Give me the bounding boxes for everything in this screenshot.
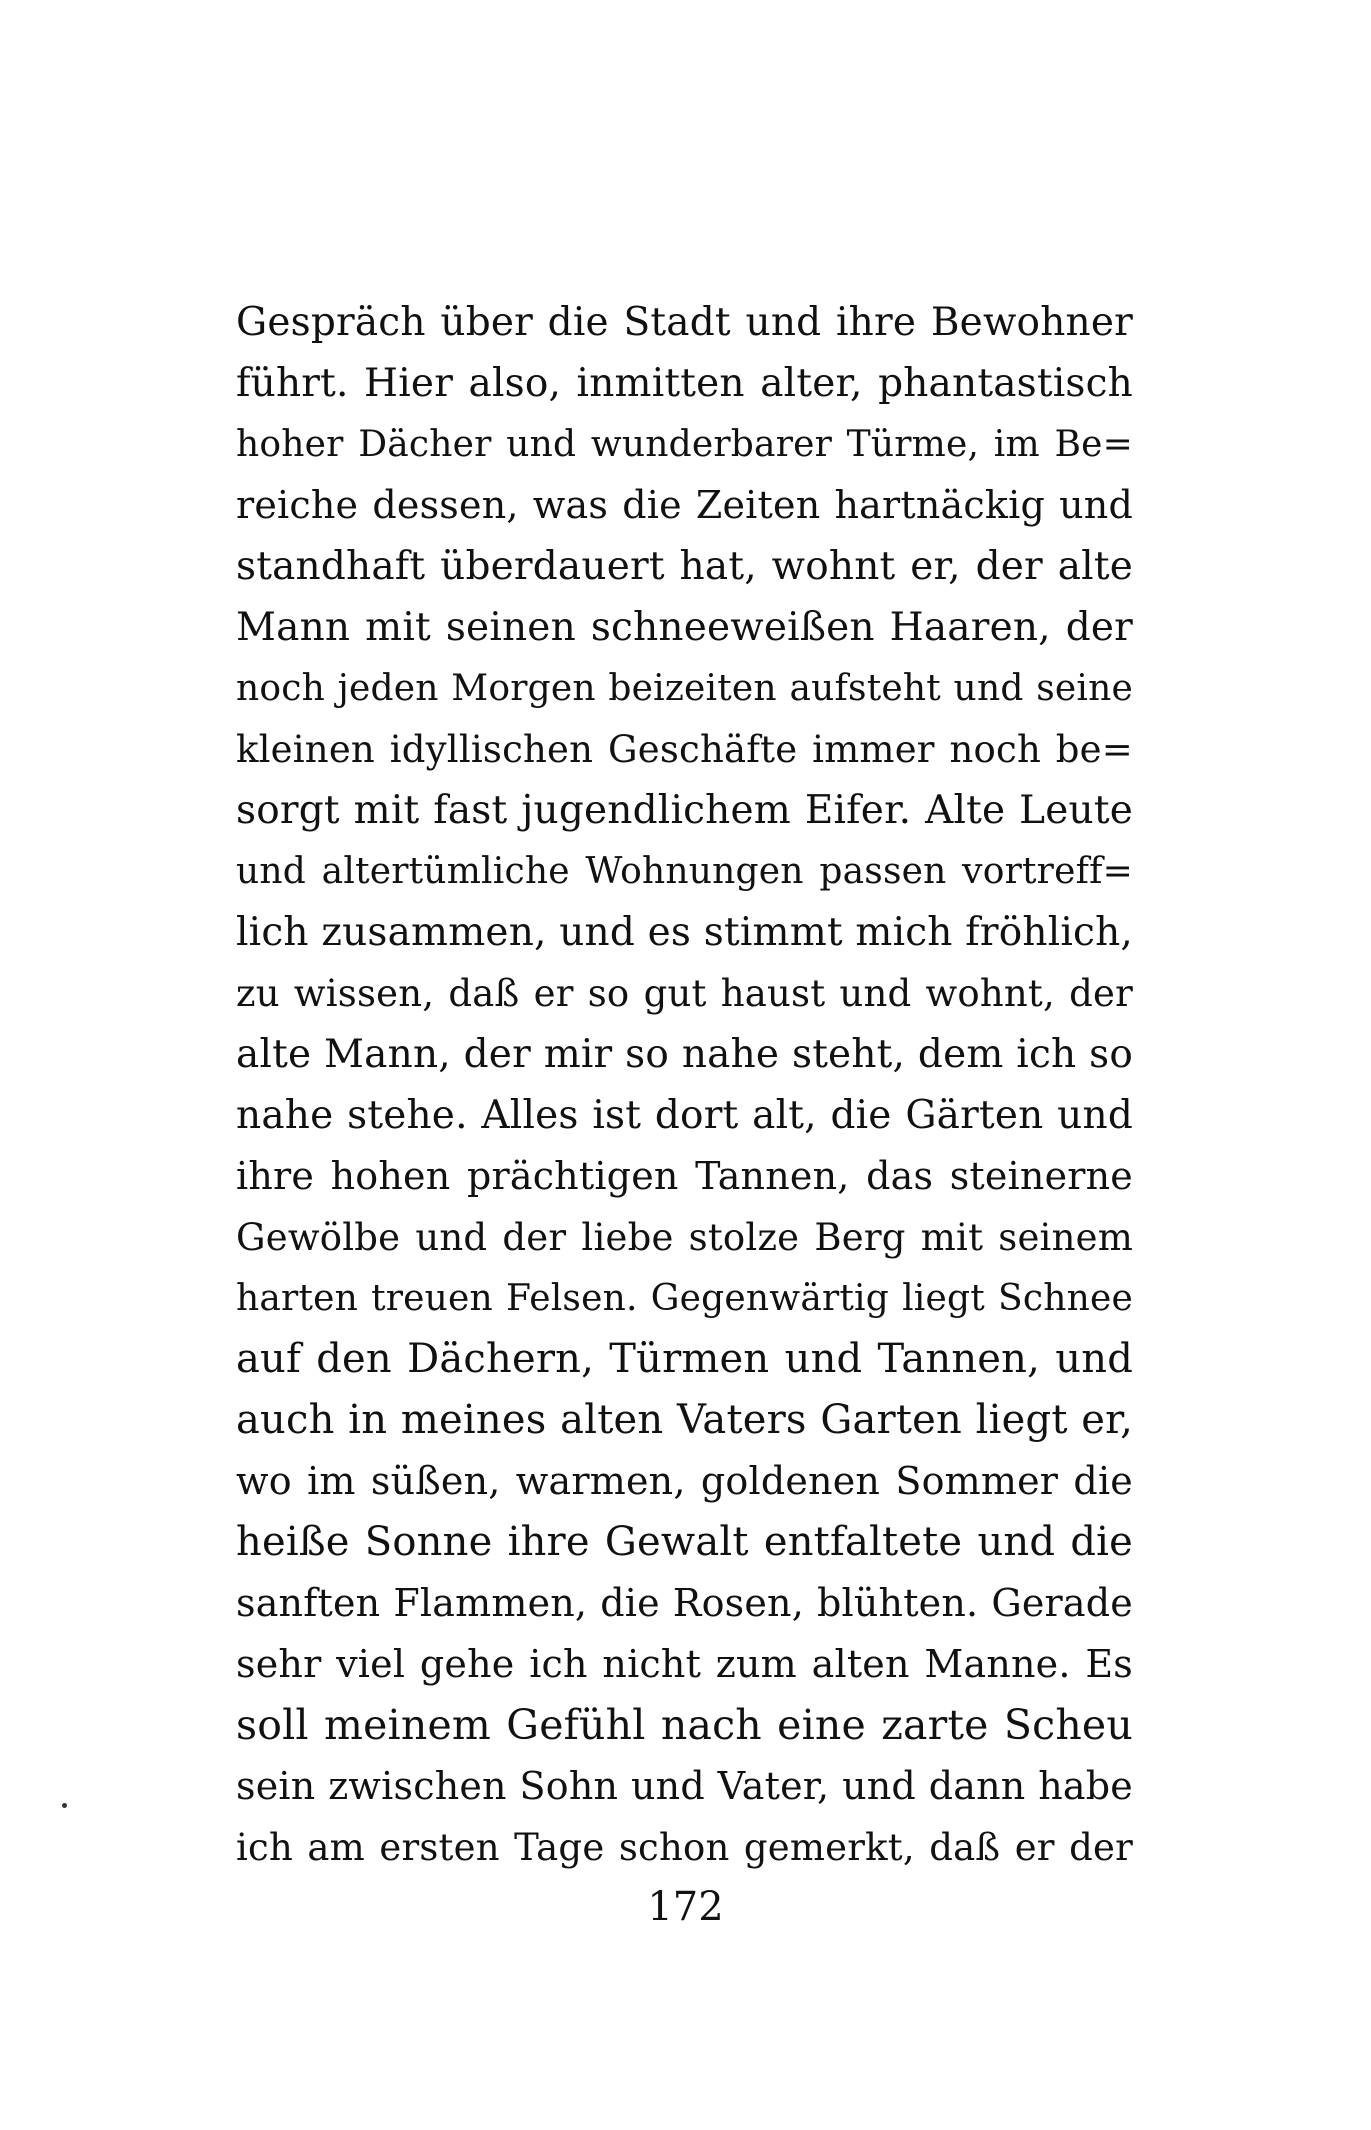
text-line-25: sein zwischen Sohn und Vater, und dann habe (236, 1764, 1133, 1808)
text-line-9: sorgt mit fast jugendlichem Eifer. Alte Leute (236, 788, 1133, 833)
paper-speck (62, 1803, 67, 1808)
text-line-1: Gespräch über die Stadt und ihre Bewohner (236, 300, 1133, 345)
text-line-17: harten treuen Felsen. Gegenwärtig liegt Schnee (236, 1278, 1133, 1319)
text-line-22: sanften Flammen, die Rosen, blühten. Gerade (236, 1581, 1133, 1625)
text-line-13: alte Mann, der mir so nahe steht, dem ich so (236, 1032, 1133, 1077)
text-line-15: ihre hohen prächtigen Tannen, das steinerne (236, 1154, 1133, 1198)
text-line-24: soll meinem Gefühl nach eine zarte Scheu (236, 1701, 1133, 1749)
text-line-19: auch in meines alten Vaters Garten liegt er, (236, 1397, 1133, 1443)
text-line-21: heiße Sonne ihre Gewalt entfaltete und die (236, 1519, 1133, 1565)
text-line-18: auf den Dächern, Türmen und Tannen, und (236, 1336, 1133, 1382)
text-line-23: sehr viel gehe ich nicht zum alten Manne. Es (236, 1642, 1133, 1686)
body-text (236, 292, 1133, 1878)
text-line-16: Gewölbe und der liebe stolze Berg mit seinem (236, 1216, 1133, 1259)
text-line-5: standhaft überdauert hat, wohnt er, der alte (236, 544, 1133, 589)
text-line-10: und altertümliche Wohnungen passen vortreff= (236, 851, 1133, 892)
text-line-3: hoher Dächer und wunderbarer Türme, im Be= (236, 424, 1133, 465)
text-line-4: reiche dessen, was die Zeiten hartnäckig und (236, 483, 1133, 527)
text-line-6: Mann mit seinen schneeweißen Haaren, der (236, 605, 1133, 650)
text-line-8: kleinen idyllischen Geschäfte immer noch be= (236, 728, 1133, 771)
text-line-7: noch jeden Morgen beizeiten aufsteht und seine (236, 668, 1133, 709)
text-line-2: führt. Hier also, inmitten alter, phantastisch (236, 361, 1133, 406)
text-line-11: lich zusammen, und es stimmt mich fröhlich, (236, 910, 1133, 955)
text-line-26: ich am ersten Tage schon gemerkt, daß er der (236, 1826, 1133, 1869)
text-line-12: zu wissen, daß er so gut haust und wohnt, der (236, 972, 1133, 1015)
page-number: 172 (647, 1884, 724, 1930)
text-line-20: wo im süßen, warmen, goldenen Sommer die (236, 1459, 1133, 1503)
text-line-14: nahe stehe. Alles ist dort alt, die Gärten und (236, 1093, 1133, 1138)
